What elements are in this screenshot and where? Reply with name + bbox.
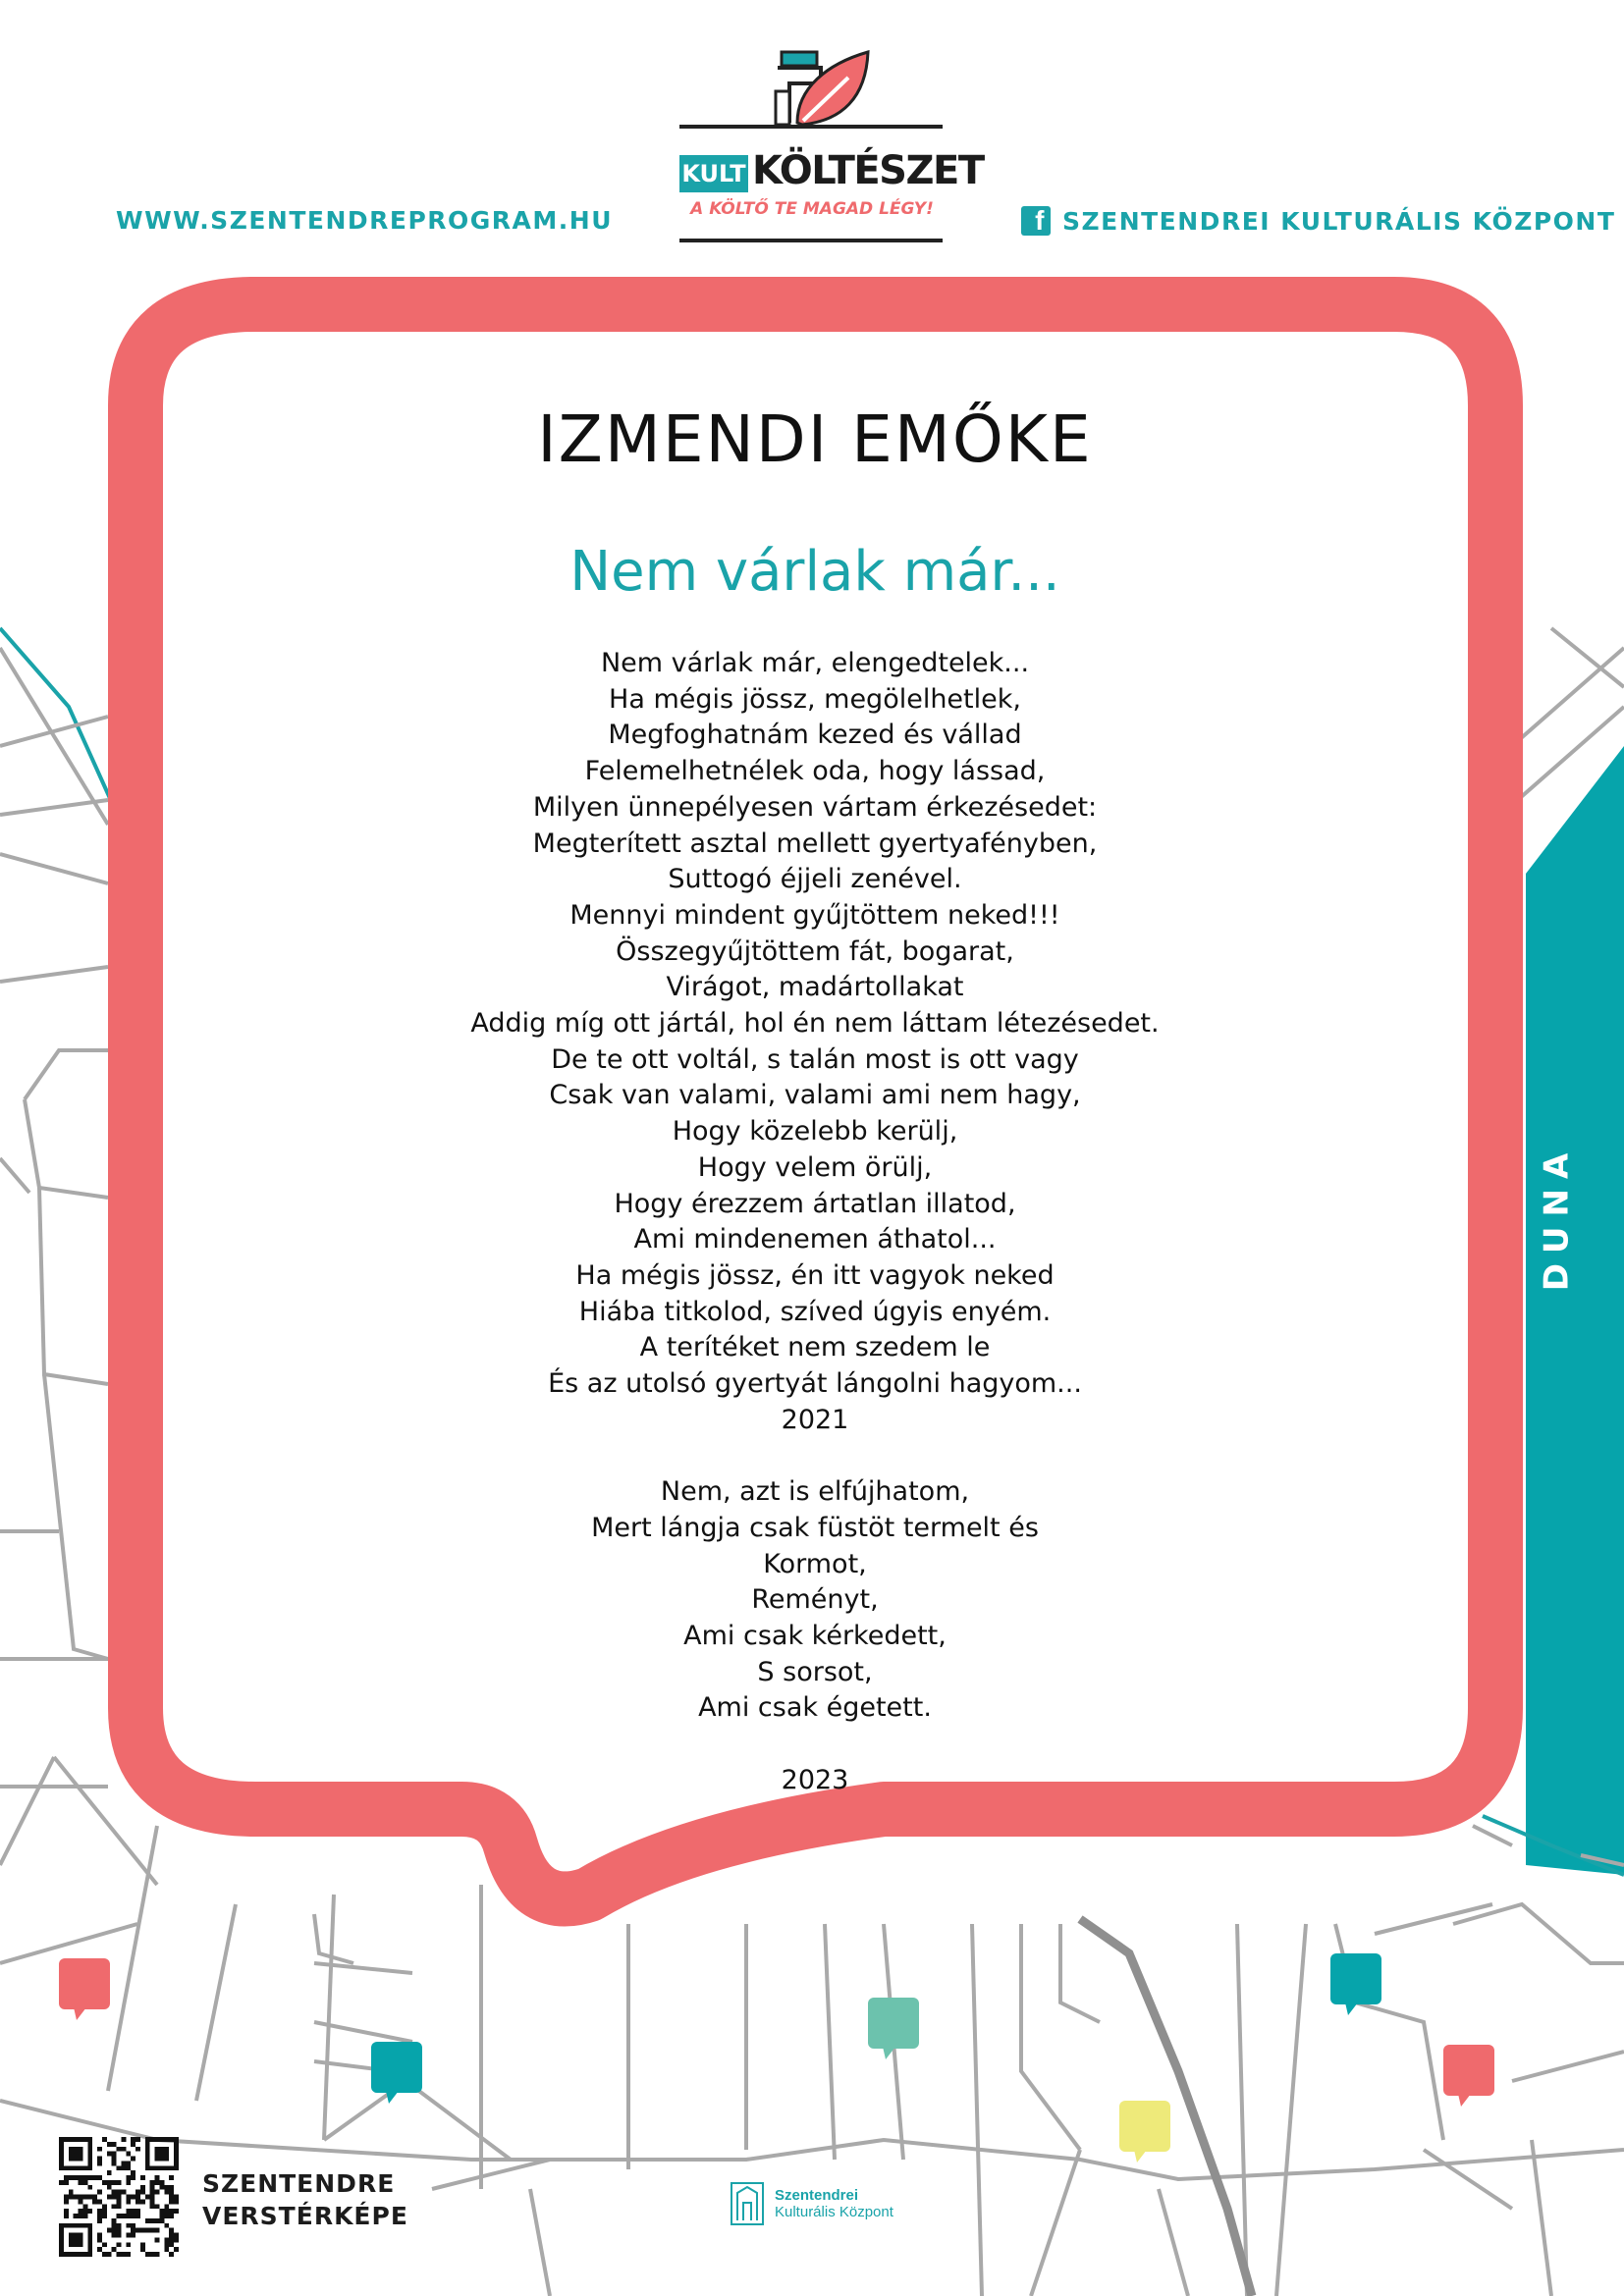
author-name: IZMENDI EMŐKE <box>537 401 1093 477</box>
poem-line: 2021 <box>781 1404 849 1435</box>
facebook-icon: f <box>1021 206 1051 236</box>
poem-line: Megfoghatnám kezed és vállad <box>608 720 1022 751</box>
poem-line: Mert lángja csak füstöt termelt és <box>591 1512 1039 1543</box>
poem-line: Hiába titkolod, szíved úgyis enyém. <box>578 1296 1052 1327</box>
poem-line: Virágot, madártollakat <box>666 972 964 1003</box>
poem-line: Mennyi mindent gyűjtöttem neked!!! <box>569 899 1060 931</box>
kulturalis-kozpont-logo <box>730 2181 893 2226</box>
poem-line: S sorsot, <box>757 1656 873 1687</box>
river-line-left <box>0 628 113 805</box>
kult-kolteszet-logo <box>679 44 984 245</box>
kozpont-line2: Kulturális Központ <box>775 2204 893 2220</box>
logo-bottom-line <box>679 239 943 242</box>
poem-line: Ami csak égetett. <box>698 1692 932 1724</box>
building-logo-icon <box>730 2181 765 2226</box>
poem-stanza-break <box>162 1727 1468 1763</box>
poem-line: Reményt, <box>751 1584 879 1616</box>
poem-line: Ha mégis jössz, megölelhetlek, <box>609 683 1021 715</box>
poem-line: Nem, azt is elfújhatom, <box>660 1476 970 1508</box>
river-label: DUNA <box>1537 1143 1577 1292</box>
poem-line: Megterített asztal mellett gyertyafényben, <box>532 828 1098 859</box>
poem-title: Nem várlak már... <box>569 540 1060 604</box>
facebook-link[interactable] <box>1021 206 1615 236</box>
website-link[interactable]: WWW.SZENTENDREPROGRAM.HU <box>116 206 613 235</box>
poem-line: Felemelhetnélek oda, hogy lássad, <box>584 756 1046 787</box>
logo-kult: KULT <box>679 155 748 192</box>
map-markers <box>59 1953 1494 2163</box>
poem-line: A terítéket nem szedem le <box>639 1332 991 1363</box>
verster-kepe-label: SZENTENDRE VERSTÉRKÉPE <box>202 2169 408 2230</box>
kozpont-line1: Szentendrei <box>775 2187 859 2204</box>
poem-line: És az utolsó gyertyát lángolni hagyom... <box>548 1368 1082 1400</box>
logo-kolteszet: KÖLTÉSZET <box>752 148 984 193</box>
logo-top-line <box>679 125 943 129</box>
quill-tower-icon <box>679 44 945 133</box>
poem-line: Csak van valami, valami ami nem hagy, <box>549 1080 1081 1111</box>
logo-tagline: A KÖLTŐ TE MAGAD LÉGY! <box>690 199 934 219</box>
poem-line: Összegyűjtöttem fát, bogarat, <box>616 935 1014 967</box>
poem-line: Kormot, <box>763 1548 867 1579</box>
qr-code-icon[interactable] <box>59 2137 179 2257</box>
poem-line: Ha mégis jössz, én itt vagyok neked <box>575 1259 1055 1291</box>
poem-line: Hogy érezzem ártatlan illatod, <box>614 1188 1016 1219</box>
poem-line: Hogy közelebb kerülj, <box>672 1116 958 1148</box>
poem-line: 2023 <box>781 1764 849 1795</box>
poem-line: Ami mindenemen áthatol... <box>633 1224 997 1255</box>
river-duna <box>1526 746 1624 1875</box>
poem-container <box>162 324 1468 1795</box>
facebook-label: SZENTENDREI KULTURÁLIS KÖZPONT <box>1062 206 1616 236</box>
poem-stanza-break <box>162 1438 1468 1474</box>
poem-line: Hogy velem örülj, <box>697 1151 933 1183</box>
poem-line: Ami csak kérkedett, <box>683 1620 947 1651</box>
poem-line: Suttogó éjjeli zenével. <box>668 864 962 895</box>
poem-line: Addig míg ott jártál, hol én nem láttam létezésedet. <box>470 1008 1160 1040</box>
poem-body <box>162 646 1468 1798</box>
poem-line: Milyen ünnepélyesen vártam érkezésedet: <box>532 791 1098 823</box>
poem-line: Nem várlak már, elengedtelek... <box>600 648 1030 678</box>
poem-line: De te ott voltál, s talán most is ott vagy <box>551 1043 1079 1075</box>
